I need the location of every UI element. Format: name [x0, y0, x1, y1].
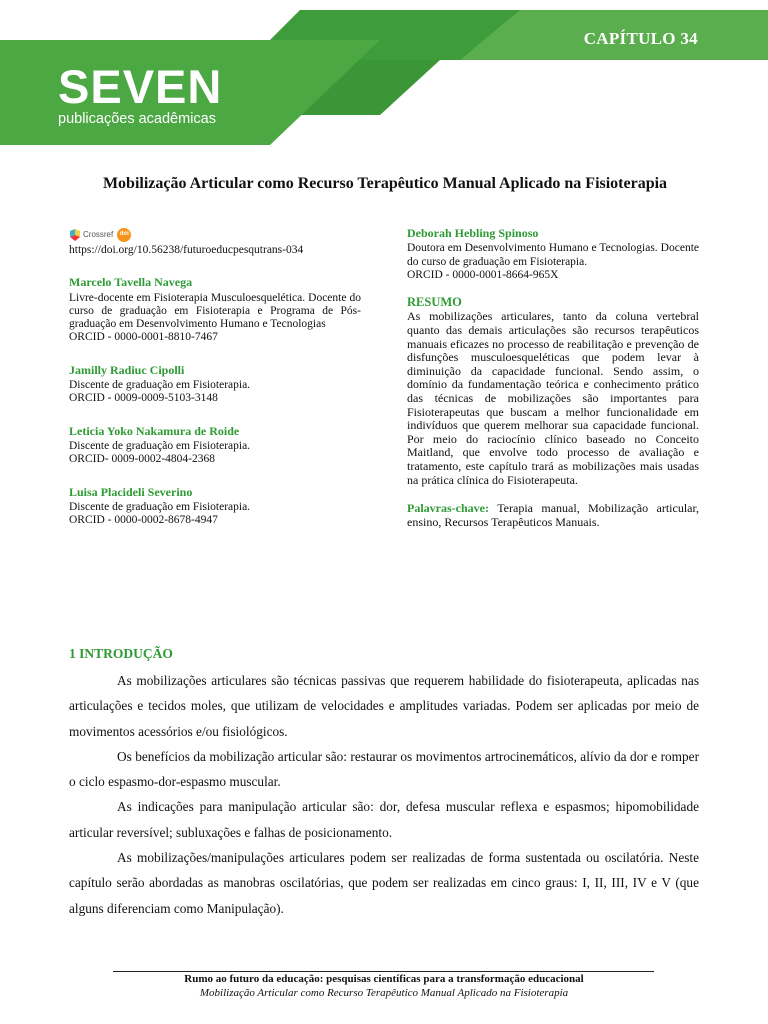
- author-orcid: ORCID - 0009-0009-5103-3148: [69, 392, 218, 405]
- author-block: [69, 425, 361, 467]
- author-affiliation: Doutora em Desenvolvimento Humano e Tecnologias. Docente do curso de graduação em Fisioterapia.: [407, 242, 699, 268]
- paragraph: As mobilizações articulares são técnicas passivas que requerem habilidade do fisioterapeuta, aplicadas nas articulações e tecidos moles, que utilizam de velocidades e amplitudes variadas. Podem ser aplicadas por meio de movimentos acessórios e/ou fisiológicos.: [69, 673, 699, 739]
- paragraph: Os benefícios da mobilização articular são: restaurar os movimentos artrocinemáticos, alívio da dor e romper o ciclo espasmo-dor-espasmo muscular.: [69, 748, 699, 790]
- chapter-label: CAPÍTULO 34: [583, 29, 698, 48]
- section-heading: 1 INTRODUÇÃO: [69, 646, 173, 661]
- doi-link[interactable]: https://doi.org/10.56238/futuroeducpesqutrans-034: [69, 244, 304, 256]
- footer-divider: [113, 971, 654, 972]
- paragraph: As mobilizações/manipulações articulares podem ser realizadas de forma sustentada ou oscilatória. Neste capítulo serão abordadas as manobras oscilatórias, que podem ser realizadas em cinco graus: I, II, III, IV e V (que alguns diferenciam como Manipulação).: [69, 850, 699, 916]
- crossref-icon: [69, 229, 81, 241]
- author-name: Luisa Placideli Severino: [69, 484, 193, 499]
- keywords-text: Terapia manual, Mobilização articular, ensino, Recursos Terapêuticos Manuais.: [407, 501, 699, 529]
- abstract-heading: RESUMO: [407, 295, 462, 310]
- author-name: Deborah Hebling Spinoso: [407, 226, 539, 240]
- author-affiliation: Discente de graduação em Fisioterapia.: [69, 379, 251, 392]
- author-affiliation: Livre-docente em Fisioterapia Musculoesquelética. Docente do curso de graduação em Fisioterapia e Programa de Pós-graduação em Desenvolvimento Humano e Tecnologias: [69, 291, 361, 331]
- left-column: [69, 227, 361, 527]
- author-affiliation: Discente de graduação em Fisioterapia.: [69, 439, 251, 452]
- abstract-text: As mobilizações articulares, tanto da coluna vertebral quanto das demais articulações são recursos terapêuticos manuais eficazes no processo de reabilitação e prevenção de disfunções musculoesqueléticas que podem levar à diminuição da capacidade funcional. Sendo assim, o domínio da fundamentação teórica e conhecimento prático das técnicas de mobilizações são importantes para Fisioterapeutas que buscam a melhor funcionalidade em indivíduos que querem melhorar sua capacidade funcional. Por meio do raciocínio clínico baseado no Conceito Maitland, que envolve todo processo de avaliação e tratamento, este capítulo trará as mobilizações mais usadas na prática clínica do Fisioterapeuta.: [407, 309, 699, 487]
- author-name: Marcelo Tavella Navega: [69, 275, 193, 290]
- introduction-body: [69, 668, 699, 921]
- doi-icon: doi: [117, 228, 131, 242]
- author-orcid: ORCID - 0000-0001-8664-965X: [407, 268, 559, 281]
- author-name: Leticia Yoko Nakamura de Roide: [69, 423, 240, 438]
- footer-book-title: Rumo ao futuro da educação: pesquisas científicas para a transformação educacional: [184, 973, 584, 985]
- keywords: [407, 502, 699, 529]
- author-block: [69, 364, 361, 406]
- author-name: Jamilly Radiuc Cipolli: [69, 362, 185, 377]
- author-affiliation: Discente de graduação em Fisioterapia.: [69, 500, 251, 513]
- author-orcid: ORCID - 0000-0001-8810-7467: [69, 331, 218, 344]
- chapter-title: Mobilização Articular como Recurso Terapêutico Manual Aplicado na Fisioterapia: [102, 175, 668, 192]
- author-block: [69, 486, 361, 528]
- paragraph: As indicações para manipulação articular são: dor, defesa muscular reflexa e espasmos; hipomobilidade articular reversível; subluxações e falhas de posicionamento.: [69, 799, 699, 840]
- doi-logos: [69, 227, 361, 243]
- seven-logo: SEVEN: [58, 60, 223, 113]
- keywords-label: Palavras-chave:: [407, 501, 489, 516]
- author-orcid: ORCID - 0000-0002-8678-4947: [69, 514, 218, 527]
- crossref-label: Crossref: [83, 230, 114, 240]
- footer-chapter-title: Mobilização Articular como Recurso Terapêutico Manual Aplicado na Fisioterapia: [199, 987, 569, 999]
- logo-subtitle: publicações acadêmicas: [58, 111, 216, 127]
- crossref-logo: [69, 228, 113, 241]
- author-block: [69, 276, 361, 344]
- right-column: [407, 227, 699, 529]
- author-orcid: ORCID- 0009-0002-4804-2368: [69, 453, 215, 466]
